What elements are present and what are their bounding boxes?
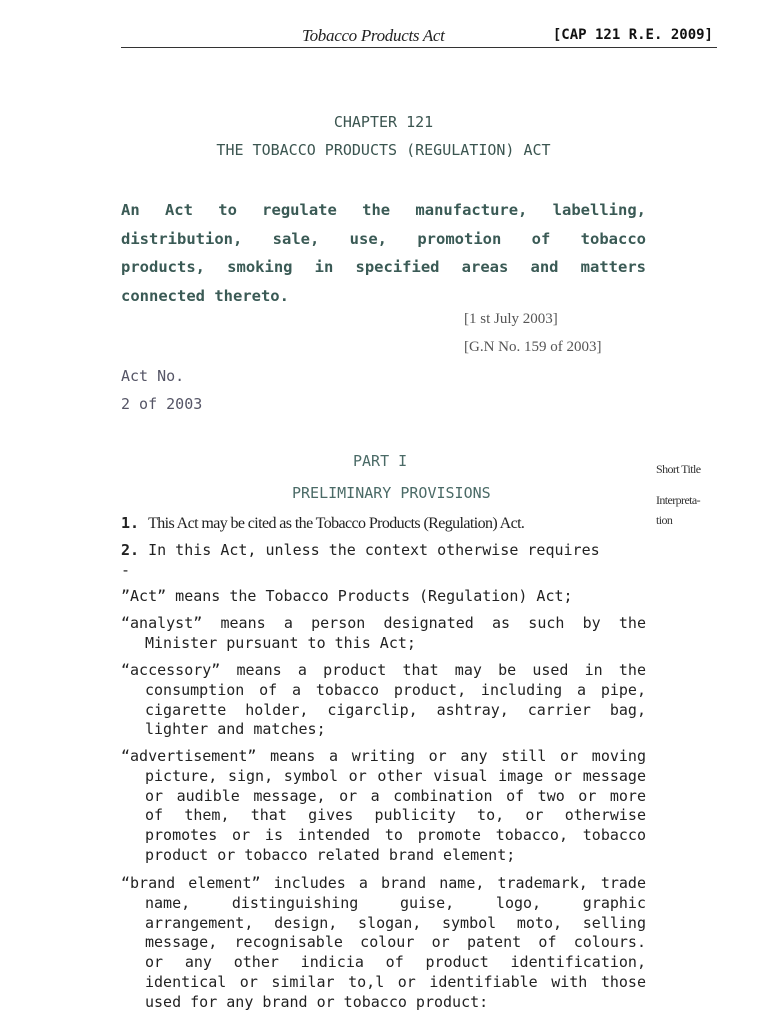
definition-brand-element [121, 874, 646, 1013]
definition-text: message, recognisable colour or patent of colours. [145, 933, 646, 952]
act-number-label: Act No. [121, 367, 185, 385]
definition-text: ”Act” means the Tobacco Products (Regulation) Act; [121, 587, 573, 605]
definition-text: of them, that gives publicity to, or otherwise [145, 806, 646, 825]
definition-advertisement [121, 747, 646, 866]
definition-text: arrangement, design, slogan, symbol moto, selling [145, 913, 646, 932]
definition-text: promotes or is intended to promote tobacco, tobacco [145, 826, 646, 845]
section-1-number: 1. [121, 514, 140, 532]
definition-act [121, 587, 646, 607]
definition-analyst [121, 614, 646, 654]
definition-text: or audible message, or a combination of two or more [145, 786, 646, 805]
definition-text: consumption of a tobacco product, including a pipe, [145, 680, 646, 699]
definition-accessory [121, 661, 646, 740]
running-header [121, 24, 717, 48]
margin-note-interpretation-cont: tion [656, 513, 673, 527]
long-title-line: connected thereto. [121, 286, 289, 305]
section-2 [121, 540, 646, 560]
section-2-dash: - [121, 561, 131, 579]
long-title-line: An Act to regulate the manufacture, labelling, [121, 201, 646, 219]
commencement-date: [1 st July 2003] [464, 311, 558, 327]
definition-text: cigarette holder, cigarclip, ashtray, carrier bag, [145, 700, 646, 719]
long-title-line: distribution, sale, use, promotion of tobacco [121, 229, 646, 248]
margin-note-short-title: Short Title [656, 462, 701, 476]
long-title-line: products, smoking in specified areas and matters [121, 258, 646, 276]
part-heading: PRELIMINARY PROVISIONS [292, 484, 491, 502]
long-title [121, 196, 646, 310]
section-2-number: 2. [121, 541, 140, 559]
definition-text: Minister pursuant to this Act; [145, 633, 416, 652]
part-number: PART I [353, 452, 408, 470]
header-cap-reference: [CAP 121 R.E. 2009] [552, 27, 713, 43]
definition-text: “accessory” means a product that may be used in the [121, 661, 646, 679]
definition-text: “advertisement” means a writing or any still or moving [121, 747, 646, 765]
definition-text: identical or similar to,l or identifiable with those [145, 972, 646, 991]
act-number-value: 2 of 2003 [121, 395, 203, 413]
definition-text: name, distinguishing guise, logo, graphic [145, 893, 646, 912]
chapter-number: CHAPTER 121 [333, 113, 434, 131]
chapter-name: THE TOBACCO PRODUCTS (REGULATION) ACT [216, 141, 551, 159]
definition-text: “brand element” includes a brand name, trademark, trade [121, 874, 646, 892]
definition-text: used for any brand or tobacco product: [145, 992, 489, 1011]
section-2-text: In this Act, unless the context otherwise requires [148, 541, 600, 559]
definition-text: lighter and matches; [145, 720, 326, 739]
section-1 [121, 513, 646, 534]
header-short-title: Tobacco Products Act [302, 26, 445, 45]
margin-note-interpretation: Interpreta- [656, 493, 701, 507]
section-1-text: This Act may be cited as the Tobacco Products (Regulation) Act. [148, 515, 525, 532]
definition-text: picture, sign, symbol or other visual image or message [145, 766, 646, 785]
definition-text: “analyst” means a person designated as such by the [121, 614, 646, 632]
definition-text: product or tobacco related brand element; [145, 845, 516, 864]
gazette-notice: [G.N No. 159 of 2003] [464, 339, 602, 355]
definition-text: or any other indicia of product identification, [145, 953, 646, 972]
